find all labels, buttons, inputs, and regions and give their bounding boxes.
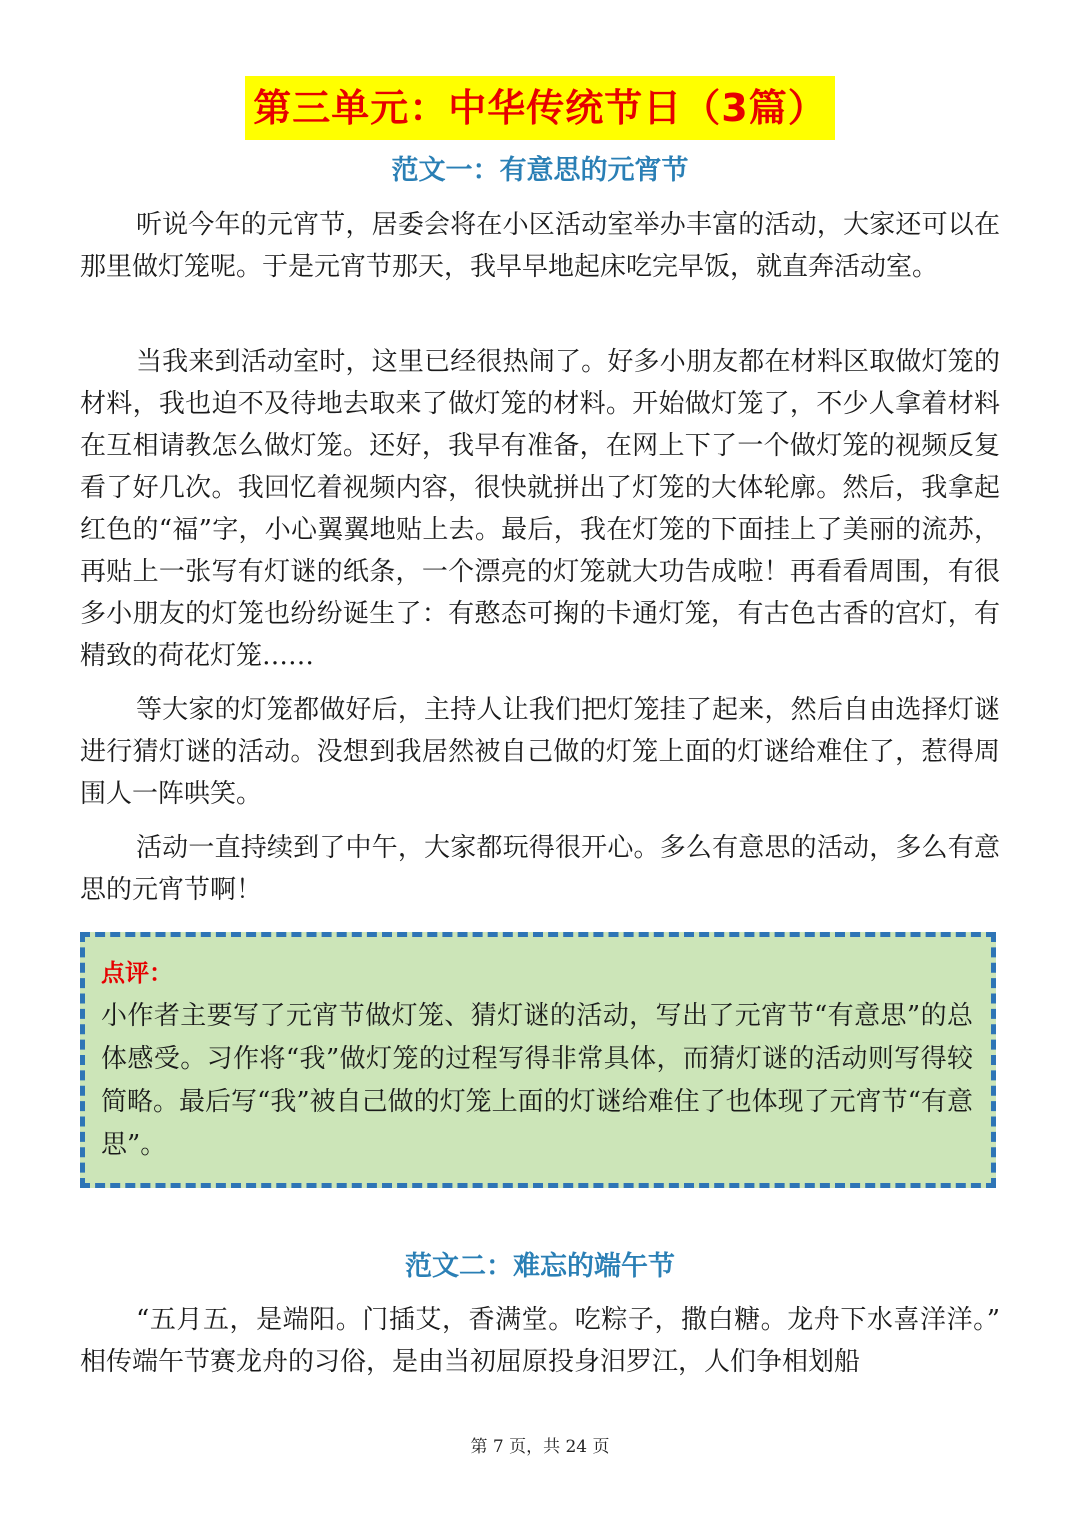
comment-label: 点评： xyxy=(101,959,173,987)
essay2-paragraph-1: “五月五，是端阳。门插艾，香满堂。吃粽子，撒白糖。龙舟下水喜洋洋。” 相传端午节赛龙舟的习俗，是由当初屈原投身汨罗江，人们争相划船 xyxy=(80,1305,1000,1377)
essay2-title: 范文二：难忘的端午节 xyxy=(405,1251,675,1282)
essay1-paragraph-4: 活动一直持续到了中午，大家都玩得很开心。多么有意思的活动，多么有意思的元宵节啊！ xyxy=(80,833,1000,905)
comment-box xyxy=(80,932,996,1188)
essay1-title: 范文一：有意思的元宵节 xyxy=(391,155,689,186)
essay1-paragraph-2: 当我来到活动室时，这里已经很热闹了。好多小朋友都在材料区取做灯笼的材料，我也迫不及待地去取来了做灯笼的材料。开始做灯笼了，不少人拿着材料在互相请教怎么做灯笼。还好，我早有准备，在网上下了一个做灯笼的视频反复看了好几次。我回忆着视频内容，很快就拼出了灯笼的大体轮廓。然后，我拿起红色的“福”字，小心翼翼地贴上去。最后，我在灯笼的下面挂上了美丽的流苏， 再贴上一张写有灯谜的纸条，一个漂亮的灯笼就大功告成啦！再看看周围，有很多小朋友的灯笼也纷纷诞生了：有憨态可掬的卡通灯笼，有古色古香的宫灯，有精致的荷花灯笼…… xyxy=(80,347,1000,671)
comment-text: 小作者主要写了元宵节做灯笼、猜灯谜的活动，写出了元宵节“有意思”的总体感受。习作将“我”做灯笼的过程写得非常具体，而猜灯谜的活动则写得较简略。最后写“我”被自己做的灯笼上面的灯谜给难住了也体现了元宵节“有意思”。 xyxy=(101,1001,973,1160)
unit-title: 第三单元：中华传统节日（3篇） xyxy=(245,76,834,140)
essay1-paragraph-3: 等大家的灯笼都做好后，主持人让我们把灯笼挂了起来，然后自由选择灯谜进行猜灯谜的活动。没想到我居然被自己做的灯笼上面的灯谜给难住了，惹得周围人一阵哄笑。 xyxy=(80,695,1000,809)
page-footer: 第 7 页，共 24 页 xyxy=(470,1437,610,1457)
unit-title-wrapper xyxy=(0,76,1080,140)
essay1-paragraph-1: 听说今年的元宵节，居委会将在小区活动室举办丰富的活动，大家还可以在那里做灯笼呢。于是元宵节那天，我早早地起床吃完早饭，就直奔活动室。 xyxy=(80,210,1000,282)
